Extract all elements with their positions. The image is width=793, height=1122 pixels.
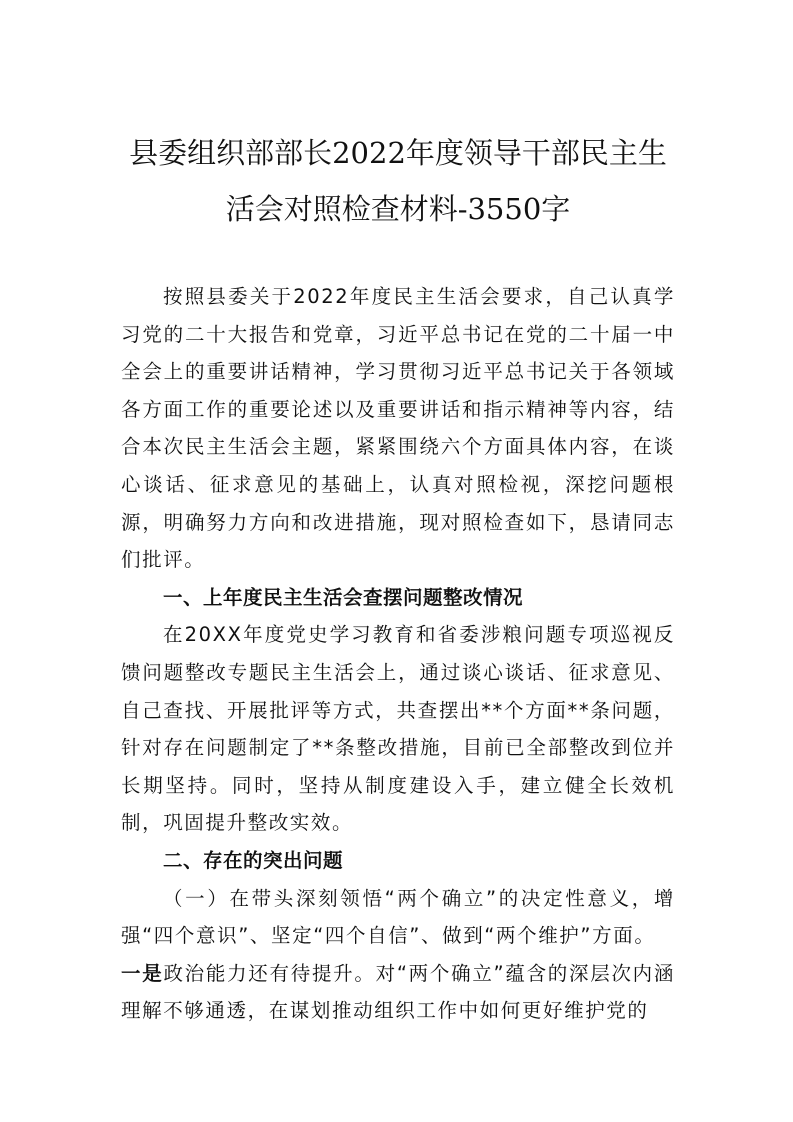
title-line-1: 县委组织部部长2022年度领导干部民主生 — [129, 136, 667, 170]
section-heading-2: 二、存在的突出问题 — [163, 848, 344, 872]
title-line-2: 活会对照检查材料-3550字 — [225, 192, 571, 226]
subheading-1: （一）在带头深刻领悟“两个确立”的决定性意义，增强“四个意识”、坚定“四个自信”、做到“两个维护”方面。 — [121, 886, 675, 948]
section-1-paragraph: 在20XX年度党史学习教育和省委涉粮问题专项巡视反馈问题整改专题民主生活会上，通过谈心谈话、征求意见、自己查找、开展批评等方式，共查摆出**个方面**条问题，针对存在问题制定了**条整改措施，目前已全部整改到位并长期坚持。同时，坚持从制度建设入手，建立健全长效机制，巩固提升整改实效。 — [121, 623, 675, 835]
point-1-paragraph — [121, 955, 675, 1030]
document-title — [100, 125, 696, 237]
section-heading-1: 一、上年度民主生活会查摆问题整改情况 — [163, 585, 524, 609]
point-1-text: 政治能力还有待提升。对“两个确立”蕴含的深层次内涵理解不够通透，在谋划推动组织工作中如何更好维护党的 — [121, 961, 675, 1023]
intro-paragraph: 按照县委关于2022年度民主生活会要求，自己认真学习党的二十大报告和党章，习近平总书记在党的二十届一中全会上的重要讲话精神，学习贯彻习近平总书记关于各领域各方面工作的重要论述以及重要讲话和指示精神等内容，结合本次民主生活会主题，紧紧围绕六个方面具体内容，在谈心谈话、征求意见的基础上，认真对照检视，深挖问题根源，明确努力方向和改进措施，现对照检查如下，恳请同志们批评。 — [121, 285, 675, 572]
document-body — [121, 278, 675, 1030]
point-1-lead: 一是 — [121, 961, 164, 985]
